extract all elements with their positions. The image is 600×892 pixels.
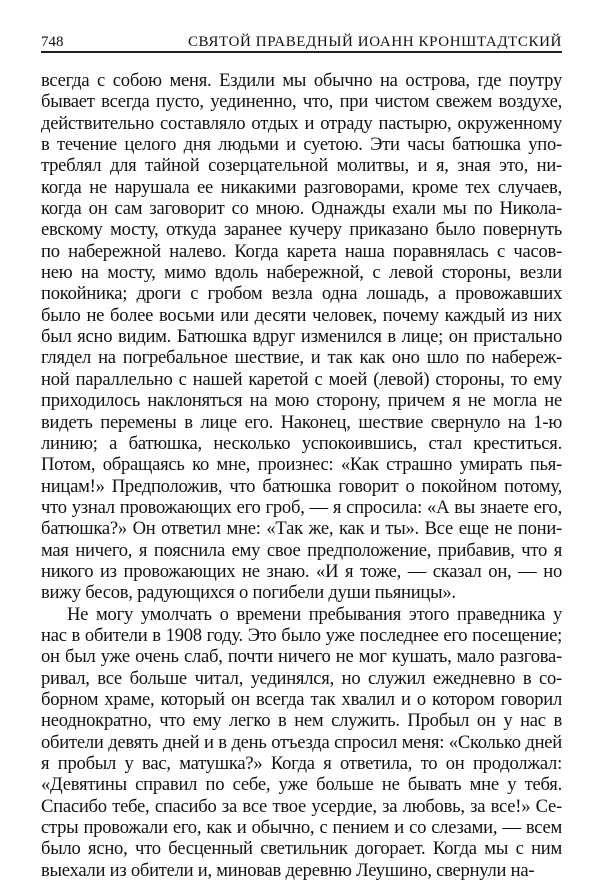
text-line: линию; а батюшка, несколько успокоившись, стал креститься.: [41, 432, 562, 454]
text-line: ной параллельно с нашей каретой с моей (левой) стороны, то ему: [41, 368, 562, 390]
text-line: вижу бесов, радующихся о погибели души пьяницы».: [41, 582, 456, 604]
text-line: Не могу умолчать о времени пребывания этого праведника у: [67, 603, 562, 625]
text-line: ницам!» Предположив, что батюшка говорит о покойном потому,: [41, 475, 562, 497]
text-line: нас в обители в 1908 году. Это было уже последнее его посещение;: [41, 624, 562, 646]
text-line: ривал, все больше читал, уединялся, но служил ежедневно в со-: [41, 667, 562, 689]
text-line: он был уже очень слаб, почти ничего не мог кушать, мало разгова-: [41, 646, 562, 668]
text-line: стры провожали его, как и обычно, с пением и со слезами, — всем: [41, 817, 562, 839]
text-line: мая ничего, я пояснила ему свое предположение, прибавив, что я: [41, 539, 562, 561]
running-title: СВЯТОЙ ПРАВЕДНЫЙ ИОАНН КРОНШТАДТСКИЙ: [187, 34, 562, 50]
paragraph: [41, 70, 562, 604]
text-line: бывает всегда пусто, уединенно, что, при чистом свежем воздухе,: [41, 91, 562, 113]
running-header: [41, 31, 562, 51]
page-body: [41, 70, 562, 881]
text-line: что узнал провожающих его гроб, — я спросила: «А вы знаете его,: [41, 496, 562, 518]
text-line: покойника; дроги с гробом везла одна лошадь, а провожавших: [41, 283, 562, 305]
text-line: был ясно видим. Батюшка вдруг изменился в лице; он пристально: [41, 326, 562, 348]
text-line: треблял для тайной созерцательной молитвы, и я, зная это, ни-: [41, 155, 562, 177]
text-line: никого из провожающих не знаю. «И я тоже, — сказал он, — но: [41, 560, 562, 582]
paragraph: [41, 604, 562, 881]
text-line: видеть перемены в лице его. Наконец, шествие свернуло на 1-ю: [41, 411, 562, 433]
text-line: по набережной налево. Когда карета наша поравнялась с часов-: [41, 240, 562, 262]
text-line: приходилось наклоняться на мою сторону, причем я не могла не: [41, 390, 562, 412]
text-line: глядел на погребальное шествие, и так как оно шло по набереж-: [41, 347, 562, 369]
text-line: борном храме, который он всегда так хвалил и о котором говорил: [41, 688, 562, 710]
text-line: действительно составляло отдых и отраду пастырю, окруженному: [41, 112, 562, 134]
text-line: обители девять дней и в день отъезда спросил меня: «Сколько дней: [41, 731, 562, 753]
text-line: Спасибо тебе, спасибо за все твое усердие, за любовь, за все!» Се-: [41, 795, 562, 817]
text-line: неоднократно, что ему легко в нем служить. Пробыл он у нас в: [41, 710, 562, 732]
text-line: «Девятины справил по себе, уже больше не бывать мне у тебя.: [41, 774, 562, 796]
text-line: батюшка?» Он ответил мне: «Так же, как и ты». Все еще не пони-: [41, 518, 562, 540]
text-line: когда он сам заговорит со мною. Однажды ехали мы по Никола-: [41, 198, 562, 220]
text-line: когда не нарушала ее никакими разговорами, кроме тех случаев,: [41, 176, 562, 198]
text-line: Потом, обращаясь ко мне, произнес: «Как страшно умирать пья-: [41, 454, 562, 476]
text-line: нею на мосту, мимо вдоль набережной, с левой стороны, везли: [41, 262, 562, 284]
page-number: 748: [41, 34, 64, 50]
text-line: евскому мосту, откуда заранее кучеру приказано было повернуть: [41, 219, 562, 241]
text-line: в течение целого дня людьми и суетою. Эти часы батюшка упо-: [41, 134, 562, 156]
text-line: выехали из обители и, миновав деревню Леушино, свернули на-: [41, 859, 535, 881]
header-rule: [41, 51, 562, 53]
text-line: было не более восьми или десяти человек, почему каждый из них: [41, 304, 562, 326]
text-line: было ясно, что бесценный светильник догорает. Когда мы с ним: [41, 838, 562, 860]
text-line: я пробыл у вас, матушка?» Когда я ответила, то он продолжал:: [41, 753, 562, 774]
text-line: всегда с собою меня. Ездили мы обычно на острова, где поутру: [41, 70, 562, 91]
